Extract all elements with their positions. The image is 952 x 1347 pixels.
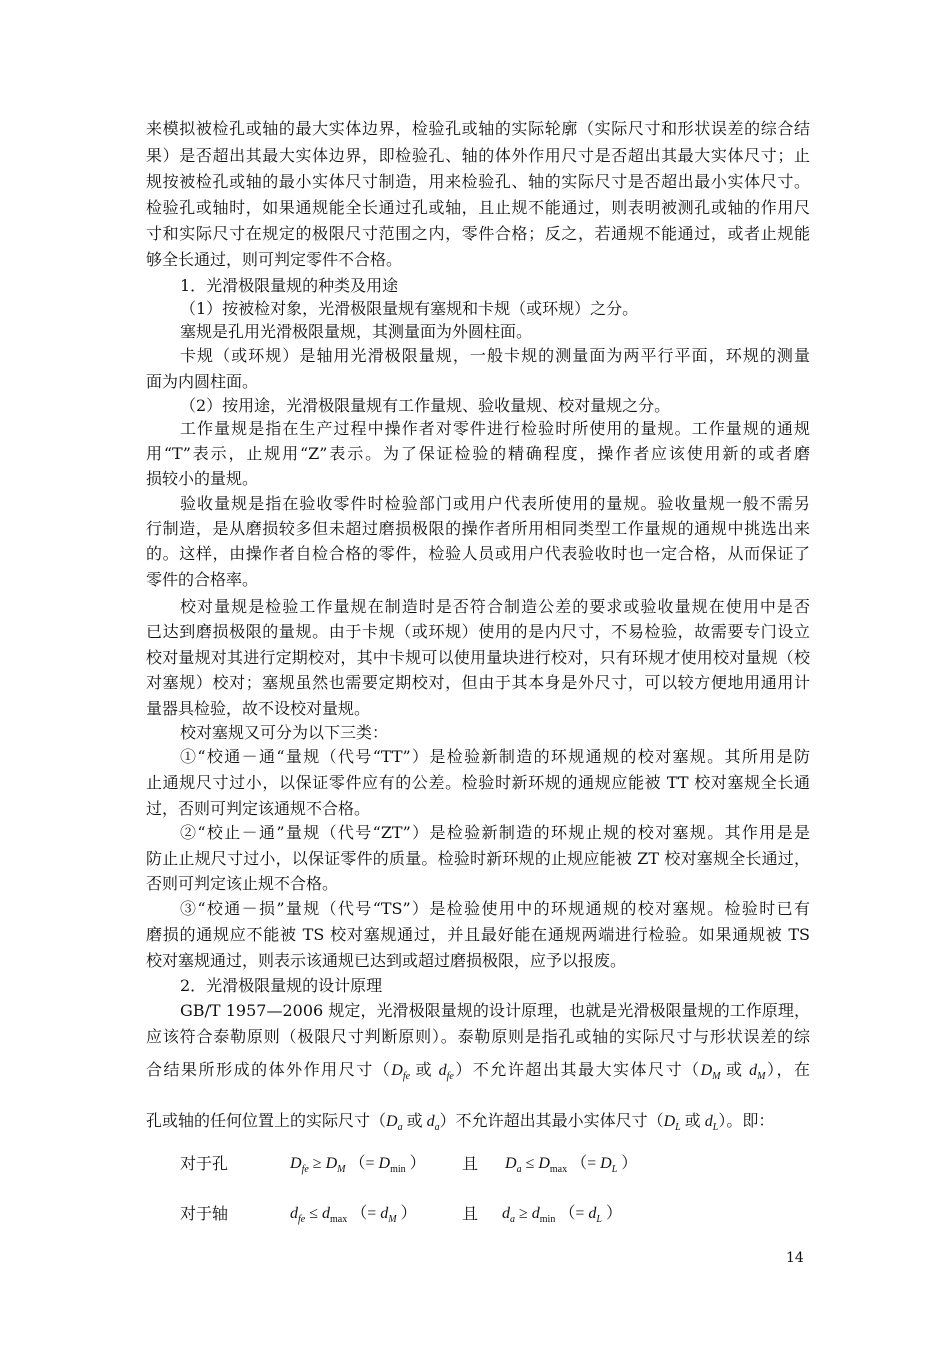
paragraph-line: 来模拟被检孔或轴的最大实体边界，检验孔或轴的实际轮廓（实际尺寸和形状误差的综合结: [146, 119, 810, 138]
paragraph-line: 零件的合格率。: [146, 570, 259, 589]
paragraph-line: 校对塞规又可分为以下三类：: [180, 723, 389, 742]
math-expression: $D_L$: [663, 1113, 681, 1133]
paragraph-line: 够全长通过，则可判定零件不合格。: [146, 250, 403, 269]
paragraph-line: 止通规尺寸过小，以保证零件应有的公差。检验时新环规的通规应能被 TT 校对塞规全长通: [146, 773, 810, 792]
paragraph-line: 寸和实际尺寸在规定的极限尺寸范围之内，零件合格；反之，若通规不能通过，或者止规能: [146, 224, 810, 243]
paragraph-line: 量器具检验，故不设校对量规。: [146, 699, 371, 718]
formula-label-hole: 对于孔: [180, 1154, 229, 1173]
text-run: 合结果所形成的体外作用尺寸（: [146, 1060, 392, 1079]
text-run: 或: [406, 1111, 423, 1130]
paragraph-line: 已达到磨损极限的量规。由于卡规（或环规）使用的是内尺寸，不易检验，故需要专门设立: [146, 622, 810, 641]
text-run: 或: [726, 1060, 744, 1079]
paragraph-line: 面为内圆柱面。: [146, 372, 259, 391]
formula-label-shaft: 对于轴: [180, 1204, 229, 1223]
formula-and: 且: [462, 1154, 479, 1173]
shaft-formula-right: $d_a \ge d_{min}$ （= $d_L$ ）: [502, 1205, 622, 1225]
math-line: [146, 1059, 810, 1082]
math-expression: $d_M$: [749, 1062, 766, 1082]
page-number: 14: [786, 1250, 804, 1266]
paragraph-line: 用“T”表示，止规用“Z”表示。为了保证检验的精确程度，操作者应该使用新的或者磨: [146, 444, 810, 463]
list-item: （2）按用途，光滑极限量规有工作量规、验收量规、校对量规之分。: [180, 396, 671, 415]
formula-and: 且: [462, 1204, 479, 1223]
text-run: ），在: [765, 1060, 811, 1079]
math-expression: $D_a$: [386, 1113, 403, 1133]
shaft-formula-left: $d_{fe} \le d_{max}$ （= $d_M$ ）: [290, 1205, 417, 1225]
section-heading: 2．光滑极限量规的设计原理: [180, 976, 383, 995]
paragraph-line: 塞规是孔用光滑极限量规，其测量面为外圆柱面。: [180, 322, 533, 341]
paragraph-line: 规按被检孔或轴的最小实体尺寸制造，用来检验孔、轴的实际尺寸是否超出最小实体尺寸。: [146, 172, 810, 191]
paragraph-line: 校对量规是检验工作量规在制造时是否符合制造公差的要求或验收量规在使用中是否: [180, 597, 810, 616]
paragraph-line: 损较小的量规。: [146, 469, 259, 488]
paragraph-line: 行制造，是从磨损较多但未超过磨损极限的操作者所用相同类型工作量规的通规中挑选出来: [146, 519, 810, 538]
math-expression: $D_M$: [700, 1062, 721, 1082]
math-expression: $d_a$: [426, 1113, 440, 1133]
hole-formula-left: $D_{fe} \ge D_M$ （= $D_{min}$ ）: [290, 1155, 426, 1175]
paragraph-line: 检验孔或轴时，如果通规能全长通过孔或轴，且止规不能通过，则表明被测孔或轴的作用尺: [146, 198, 810, 217]
list-item: ①“校通－通“量规（代号“TT”）是检验新制造的环规通规的校对塞规。其所用是防: [180, 747, 810, 766]
math-line: [146, 1110, 810, 1133]
paragraph-line: 磨损的通规应不能被 TS 校对塞规通过，并且最好能在通规两端进行检验。如果通规被 TS: [146, 925, 810, 944]
list-item: ②“校止－通”量规（代号“ZT”）是检验新制造的环规止规的校对塞规。其作用是是: [180, 823, 810, 842]
text-run: ）不允许超出其最小实体尺寸（: [439, 1111, 664, 1130]
math-expression: $d_{fe}$: [438, 1062, 454, 1082]
paragraph-line: 否则可判定该止规不合格。: [146, 874, 339, 893]
paragraph-line: 校对量规对其进行定期校对，其中卡规可以使用量块进行校对，只有环规才使用校对量规（校: [146, 648, 810, 667]
paragraph-line: 果）是否超出其最大实体边界，即检验孔、轴的体外作用尺寸是否超出其最大实体尺寸；止: [146, 146, 810, 165]
text-run: 或: [415, 1060, 434, 1079]
list-item: ③“校通－损”量规（代号“TS”）是检验使用中的环规通规的校对塞规。检验时已有: [180, 899, 810, 918]
text-run: ）。即：: [718, 1111, 775, 1130]
text-run: 或: [684, 1111, 701, 1130]
paragraph-line: 工作量规是指在生产过程中操作者对零件进行检验时所使用的量规。工作量规的通规: [180, 419, 810, 438]
paragraph-line: 校对塞规通过，则表示该通规已达到或超过磨损极限，应予以报废。: [146, 951, 627, 970]
text-run: ）不允许超出其最大实体尺寸（: [453, 1060, 701, 1079]
paragraph-line: 的。这样，由操作者自检合格的零件，检验人员或用户代表验收时也一定合格，从而保证了: [146, 544, 810, 563]
paragraph-line: 防止止规尺寸过小，以保证零件的质量。检验时新环规的止规应能被 ZT 校对塞规全长通过，: [146, 849, 810, 868]
paragraph-line: GB/T 1957—2006 规定，光滑极限量规的设计原理，也就是光滑极限量规的工作原理，: [180, 1001, 810, 1020]
hole-formula-right: $D_a \le D_{max}$ （= $D_L$ ）: [505, 1155, 638, 1175]
list-item: （1）按被检对象，光滑极限量规有塞规和卡规（或环规）之分。: [180, 299, 639, 318]
section-heading: 1．光滑极限量规的种类及用途: [180, 276, 399, 295]
math-expression: $d_L$: [704, 1113, 719, 1133]
paragraph-line: 卡规（或环规）是轴用光滑极限量规，一般卡规的测量面为两平行平面，环规的测量: [180, 346, 810, 365]
paragraph-line: 过，否则可判定该通规不合格。: [146, 799, 371, 818]
paragraph-line: 应该符合泰勒原则（极限尺寸判断原则）。泰勒原则是指孔或轴的实际尺寸与形状误差的综: [146, 1027, 810, 1046]
text-run: 孔或轴的任何位置上的实际尺寸（: [146, 1111, 387, 1130]
paragraph-line: 验收量规是指在验收零件时检验部门或用户代表所使用的量规。验收量规一般不需另: [180, 494, 810, 513]
paragraph-line: 对塞规）校对；塞规虽然也需要定期校对，但由于其本身是外尺寸，可以较方便地用通用计: [146, 673, 810, 692]
math-expression: $D_{fe}$: [391, 1062, 411, 1082]
